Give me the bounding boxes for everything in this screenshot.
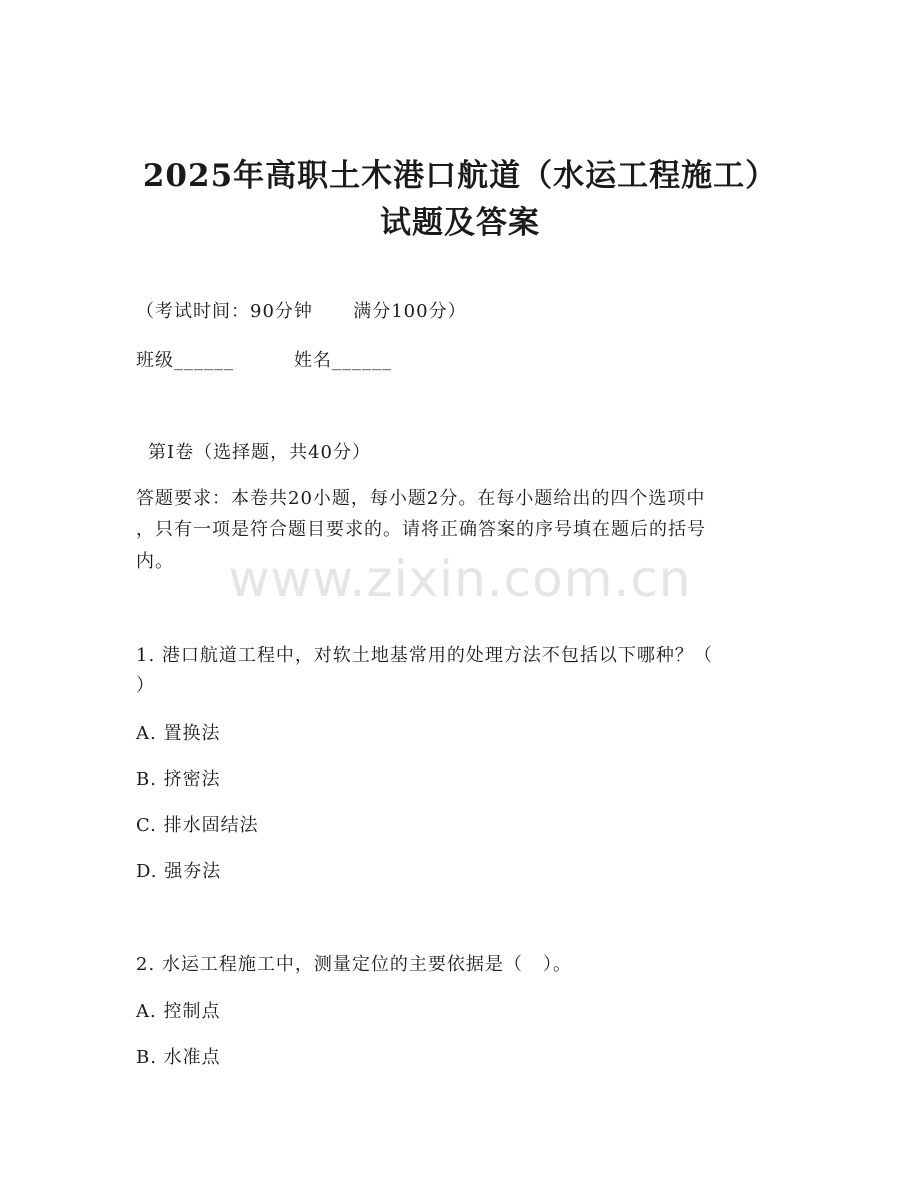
question-1-option-a: A. 置换法 <box>136 723 221 744</box>
document-title-line-1: 2025年高职土木港口航道（水运工程施工） <box>142 158 778 194</box>
class-field-label: 班级______ <box>136 350 234 371</box>
document-title-line-2: 试题及答案 <box>380 205 540 241</box>
question-1-option-d: D. 强夯法 <box>136 861 222 882</box>
name-field-label: 姓名______ <box>294 350 392 371</box>
question-1-stem: 1. 港口航道工程中，对软土地基常用的处理方法不包括以下哪种？（ <box>136 645 713 666</box>
instructions-line: ，只有一项是符合题目要求的。请将正确答案的序号填在题后的括号 <box>136 519 706 540</box>
exam-info: （考试时间：90分钟 满分100分） <box>136 301 467 322</box>
question-1-option-c: C. 排水固结法 <box>136 815 259 836</box>
question-2-stem: 2. 水运工程施工中，测量定位的主要依据是（ ）。 <box>136 954 573 975</box>
part-heading: 第I卷（选择题，共40分） <box>148 442 372 463</box>
watermark: www.zixin.com.cn <box>228 550 692 608</box>
question-2-option-b: B. 水准点 <box>136 1047 221 1068</box>
question-1-option-b: B. 挤密法 <box>136 769 221 790</box>
instructions-line: 内。 <box>136 551 174 572</box>
instructions-line: 答题要求：本卷共20小题，每小题2分。在每小题给出的四个选项中 <box>136 488 706 509</box>
question-2-option-a: A. 控制点 <box>136 1001 221 1022</box>
question-1-stem: ） <box>136 675 155 696</box>
